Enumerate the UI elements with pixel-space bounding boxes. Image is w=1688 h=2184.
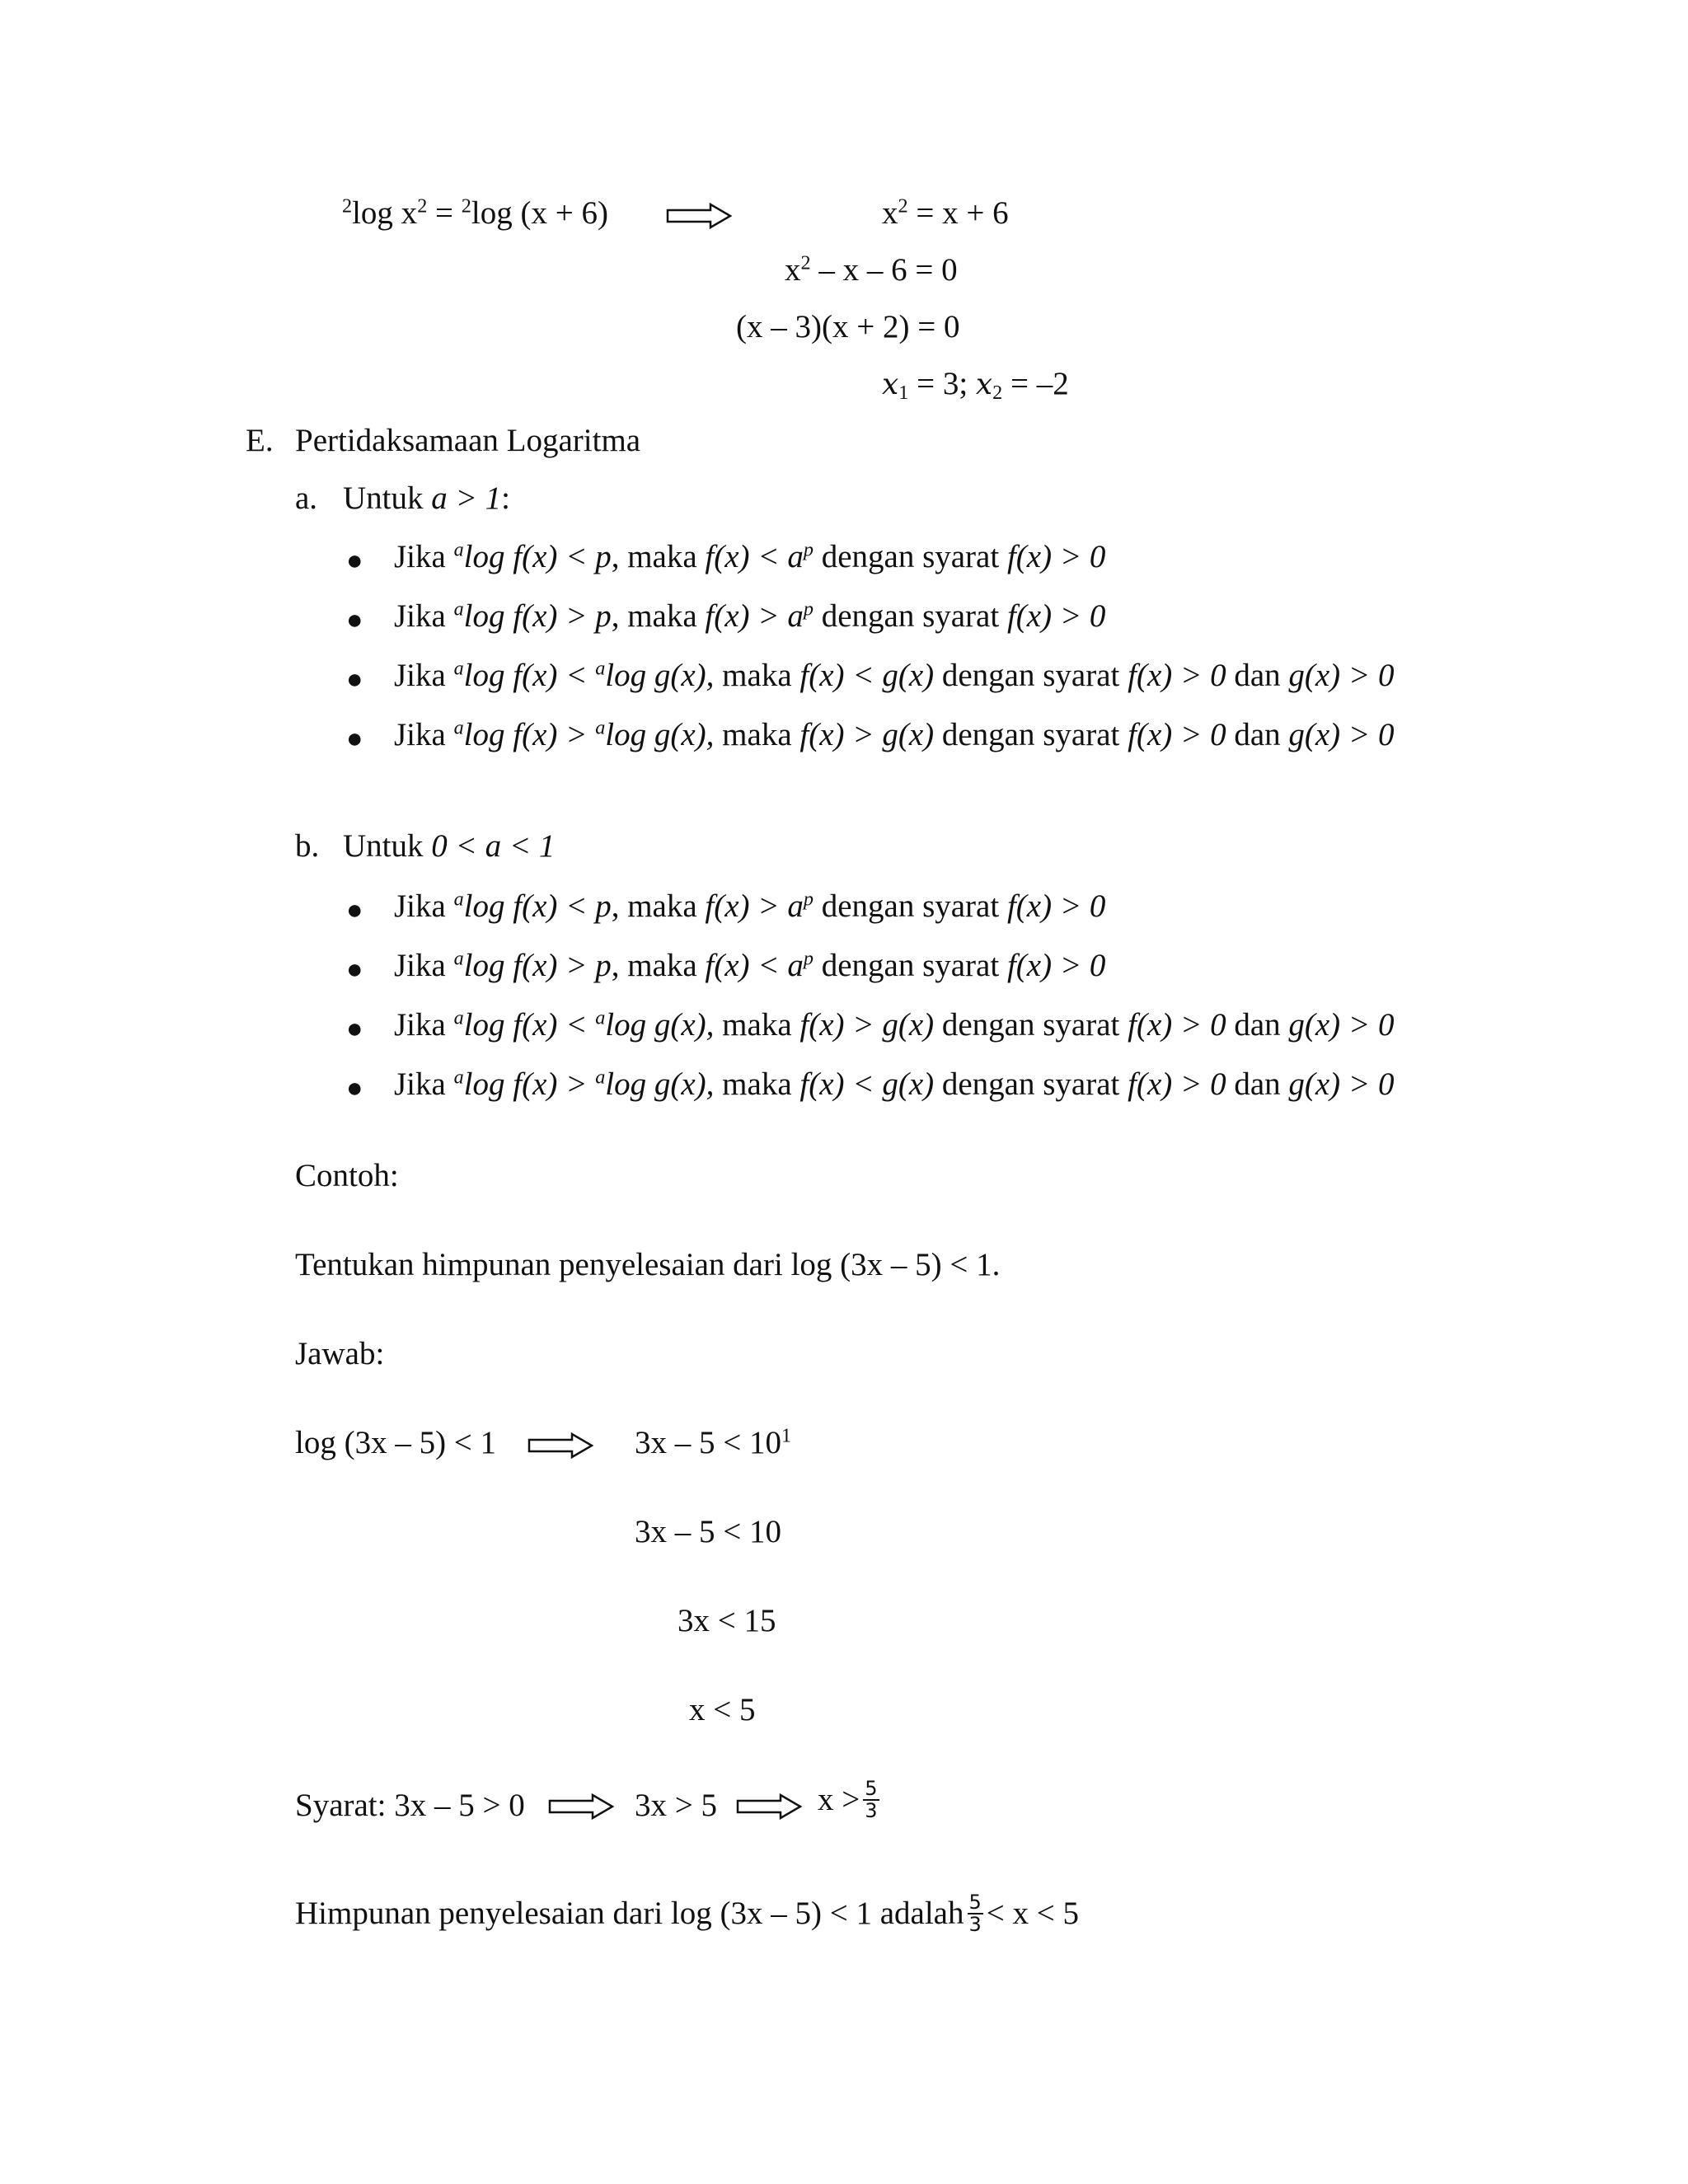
section-letter: E. bbox=[246, 423, 274, 458]
rule-item: Jika $^a$log f(x) < $^a$log g(x), maka f(x) < g(x) dengan syarat f(x) > 0 dan g(x) > 0 bbox=[394, 657, 1395, 693]
rule-item: Jika $^a$log f(x) > p, maka $f(x) < a^p$ dengan syarat f(x) > 0 bbox=[394, 947, 1106, 983]
subsection-a-heading: Untuk a > 1: bbox=[343, 480, 510, 516]
bullet-icon: ● bbox=[346, 1014, 363, 1044]
fraction: $\frac{5}{3}$ bbox=[968, 1891, 982, 1937]
solution-step-2: 3x – 5 < 10 bbox=[635, 1514, 781, 1549]
top-example-step-2: $x^2 - x - 6 = 0$ bbox=[785, 251, 958, 288]
subsection-a-letter: a. bbox=[295, 480, 318, 516]
rule-item: Jika $^a$log f(x) > $^a$log g(x), maka f(x) < g(x) dengan syarat f(x) > 0 dan g(x) > 0 bbox=[394, 1066, 1395, 1102]
condition-text: Syarat: 3x – 5 > 0 bbox=[295, 1788, 525, 1823]
solution-lhs: log (3x – 5) < 1 bbox=[295, 1425, 497, 1460]
rule-item: Jika $^a$log f(x) < $^a$log g(x), maka f(x) > g(x) dengan syarat f(x) > 0 dan g(x) > 0 bbox=[394, 1006, 1395, 1043]
top-example-roots: $x_1 = 3$; $x_2 = -2$ bbox=[882, 366, 1069, 405]
fraction: $\frac{5}{3}$ bbox=[865, 1777, 878, 1823]
implies-arrow-icon bbox=[666, 203, 732, 229]
bullet-icon: ● bbox=[346, 605, 363, 635]
bullet-icon: ● bbox=[346, 954, 363, 985]
implies-arrow-icon bbox=[736, 1793, 802, 1820]
condition-step-1: 3x > 5 bbox=[635, 1788, 717, 1823]
condition-step-2: x > $\frac{5}{3}$ bbox=[818, 1777, 878, 1823]
top-example-step-1: $x^2 = x + 6$ bbox=[882, 194, 1009, 231]
subsection-b-letter: b. bbox=[295, 828, 320, 864]
solution-step-1: $3x - 5 < 10^1$ bbox=[635, 1424, 792, 1460]
answer-label: Jawab: bbox=[295, 1336, 385, 1371]
example-label: Contoh: bbox=[295, 1158, 399, 1193]
rule-item: Jika $^a$log f(x) > $^a$log g(x), maka f(x) > g(x) dengan syarat f(x) > 0 dan g(x) > 0 bbox=[394, 716, 1395, 752]
implies-arrow-icon bbox=[528, 1432, 593, 1459]
bullet-icon: ● bbox=[346, 895, 363, 926]
bullet-icon: ● bbox=[346, 546, 363, 576]
rule-item: Jika $^a$log f(x) < p, maka $f(x) < a^p$ dengan syarat f(x) > 0 bbox=[394, 538, 1106, 574]
subsection-b-heading: Untuk 0 < a < 1 bbox=[343, 828, 556, 864]
bullet-icon: ● bbox=[346, 664, 363, 695]
example-question: Tentukan himpunan penyelesaian dari log (3x – 5) < 1. bbox=[295, 1247, 1001, 1282]
solution-step-3: 3x < 15 bbox=[678, 1603, 776, 1638]
rule-item: Jika $^a$log f(x) < p, maka $f(x) > a^p$ dengan syarat f(x) > 0 bbox=[394, 888, 1106, 924]
top-example-step-3: (x – 3)(x + 2) = 0 bbox=[736, 309, 960, 344]
implies-arrow-icon bbox=[548, 1793, 614, 1820]
final-answer: Himpunan penyelesaian dari log (3x – 5) < 1 adalah $\frac{5}{3}$ < x < 5 bbox=[295, 1891, 1080, 1937]
solution-step-4: x < 5 bbox=[689, 1692, 756, 1727]
top-example-lhs: $^2$log $x^2 = ^2\log$ (x + 6) bbox=[342, 194, 608, 231]
rule-item: Jika $^a$log f(x) > p, maka $f(x) > a^p$ dengan syarat f(x) > 0 bbox=[394, 598, 1106, 634]
bullet-icon: ● bbox=[346, 724, 363, 754]
bullet-icon: ● bbox=[346, 1073, 363, 1104]
section-title: Pertidaksamaan Logaritma bbox=[295, 423, 641, 458]
